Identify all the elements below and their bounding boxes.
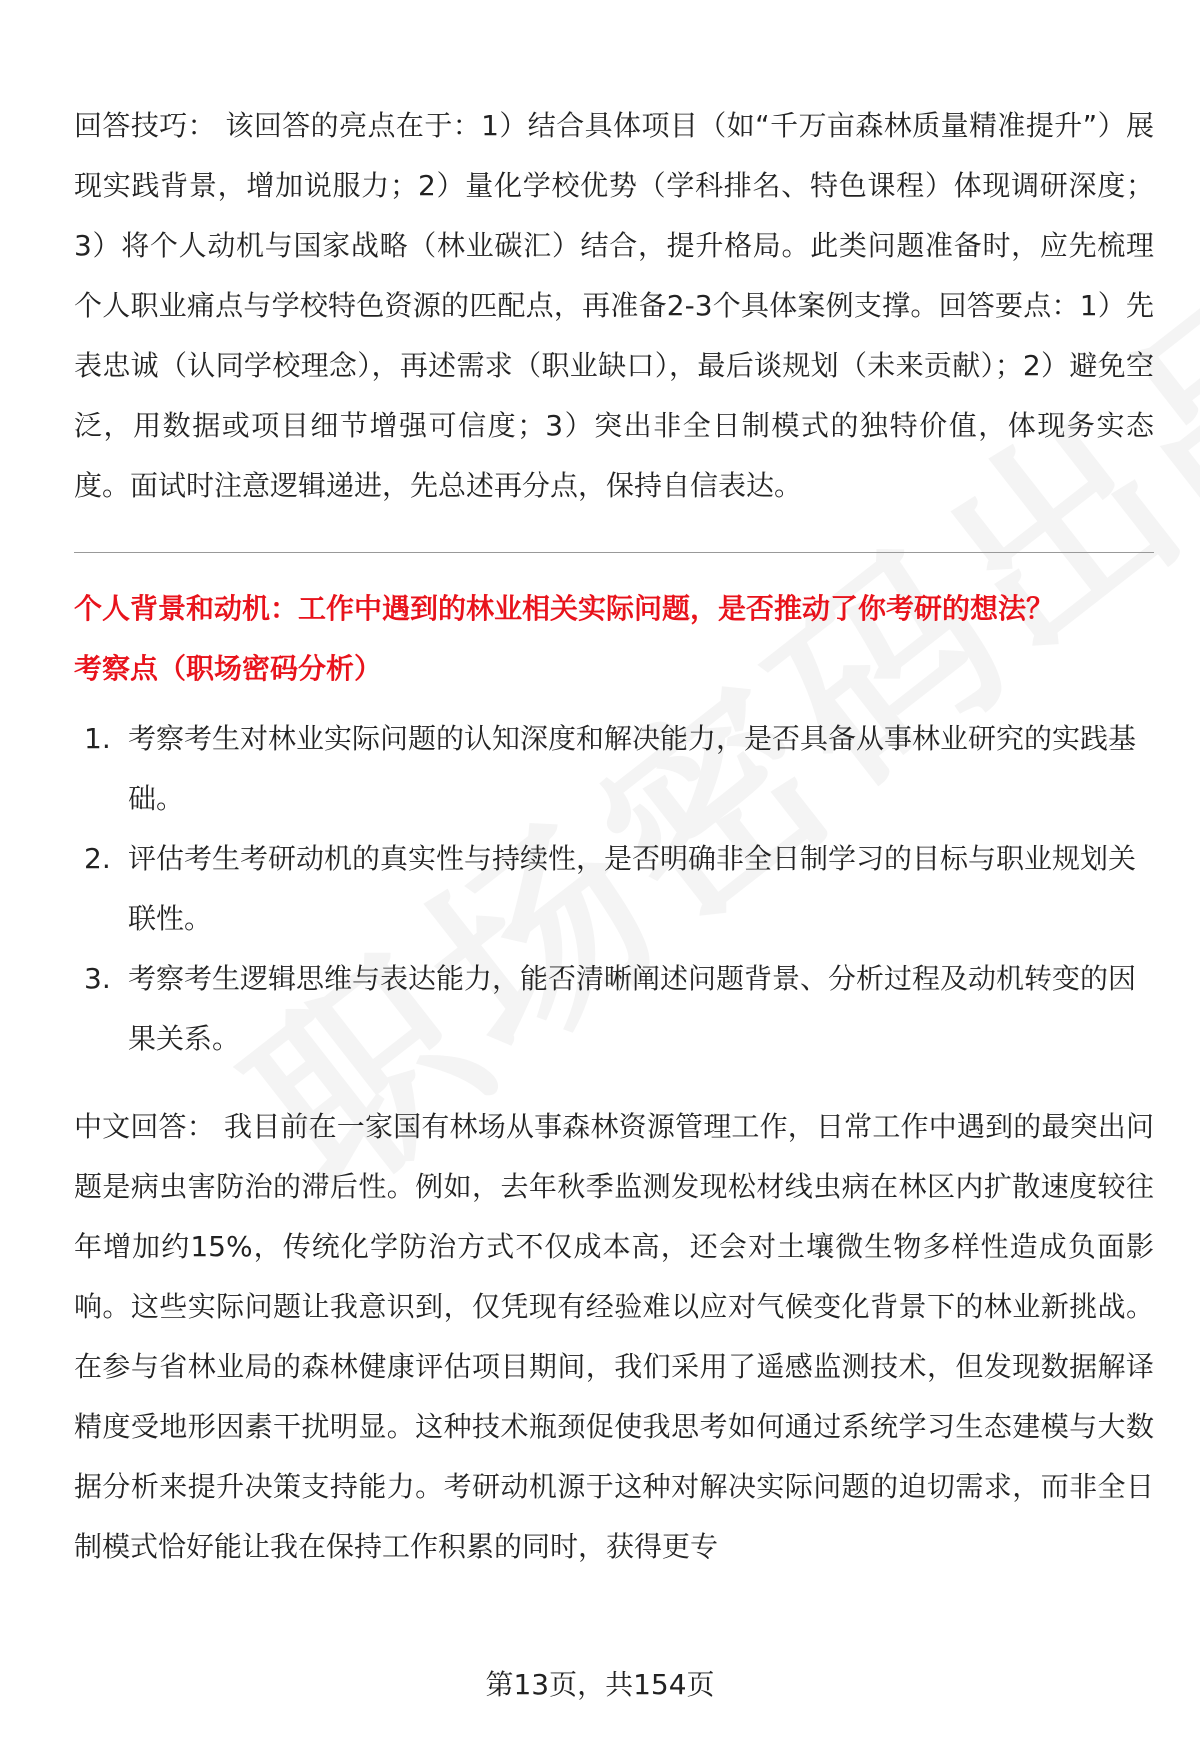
list-item-text: 考察考生逻辑思维与表达能力，能否清晰阐述问题背景、分析过程及动机转变的因果关系。 xyxy=(128,962,1137,1055)
page-footer: 第13页，共154页 xyxy=(485,1668,715,1701)
points-heading: 考察点（职场密码分析） xyxy=(74,652,383,685)
list-item xyxy=(74,709,1154,829)
page-content xyxy=(74,96,1154,1577)
list-item-number: 3. xyxy=(84,962,111,995)
list-item xyxy=(74,829,1154,949)
answer-paragraph: 中文回答： 我目前在一家国有林场从事森林资源管理工作，日常工作中遇到的最突出问题是病虫害防治的滞后性。例如，去年秋季监测发现松材线虫病在林区内扩散速度较往年增加约15%，传统化学防治方式不仅成本高，还会对土壤微生物多样性造成负面影响。这些实际问题让我意识到，仅凭现有经验难以应对气候变化背景下的林业新挑战。在参与省林业局的森林健康评估项目期间，我们采用了遥感监测技术，但发现数据解译精度受地形因素干扰明显。这种技术瓶颈促使我思考如何通过系统学习生态建模与大数据分析来提升决策支持能力。考研动机源于这种对解决实际问题的迫切需求，而非全日制模式恰好能让我在保持工作积累的同时，获得更专 xyxy=(74,1110,1154,1563)
tip-paragraph: 回答技巧： 该回答的亮点在于：1）结合具体项目（如“千万亩森林质量精准提升”）展现实践背景，增加说服力；2）量化学校优势（学科排名、特色课程）体现调研深度；3）将个人动机与国家战略（林业碳汇）结合，提升格局。此类问题准备时，应先梳理个人职业痛点与学校特色资源的匹配点，再准备2-3个具体案例支撑。回答要点：1）先表忠诚（认同学校理念），再述需求（职业缺口），最后谈规划（未来贡献）；2）避免空泛，用数据或项目细节增强可信度；3）突出非全日制模式的独特价值，体现务实态度。面试时注意逻辑递进，先总述再分点，保持自信表达。 xyxy=(74,109,1154,502)
question-heading: 个人背景和动机：工作中遇到的林业相关实际问题，是否推动了你考研的想法？ xyxy=(74,592,1055,625)
list-item-number: 1. xyxy=(84,722,111,755)
list-item-text: 评估考生考研动机的真实性与持续性，是否明确非全日制学习的目标与职业规划关联性。 xyxy=(128,842,1137,935)
list-item-text: 考察考生对林业实际问题的认知深度和解决能力，是否具备从事林业研究的实践基础。 xyxy=(128,722,1137,815)
points-list xyxy=(74,709,1154,1069)
list-item xyxy=(74,949,1154,1069)
list-item-number: 2. xyxy=(84,842,111,875)
section-divider xyxy=(74,552,1154,553)
